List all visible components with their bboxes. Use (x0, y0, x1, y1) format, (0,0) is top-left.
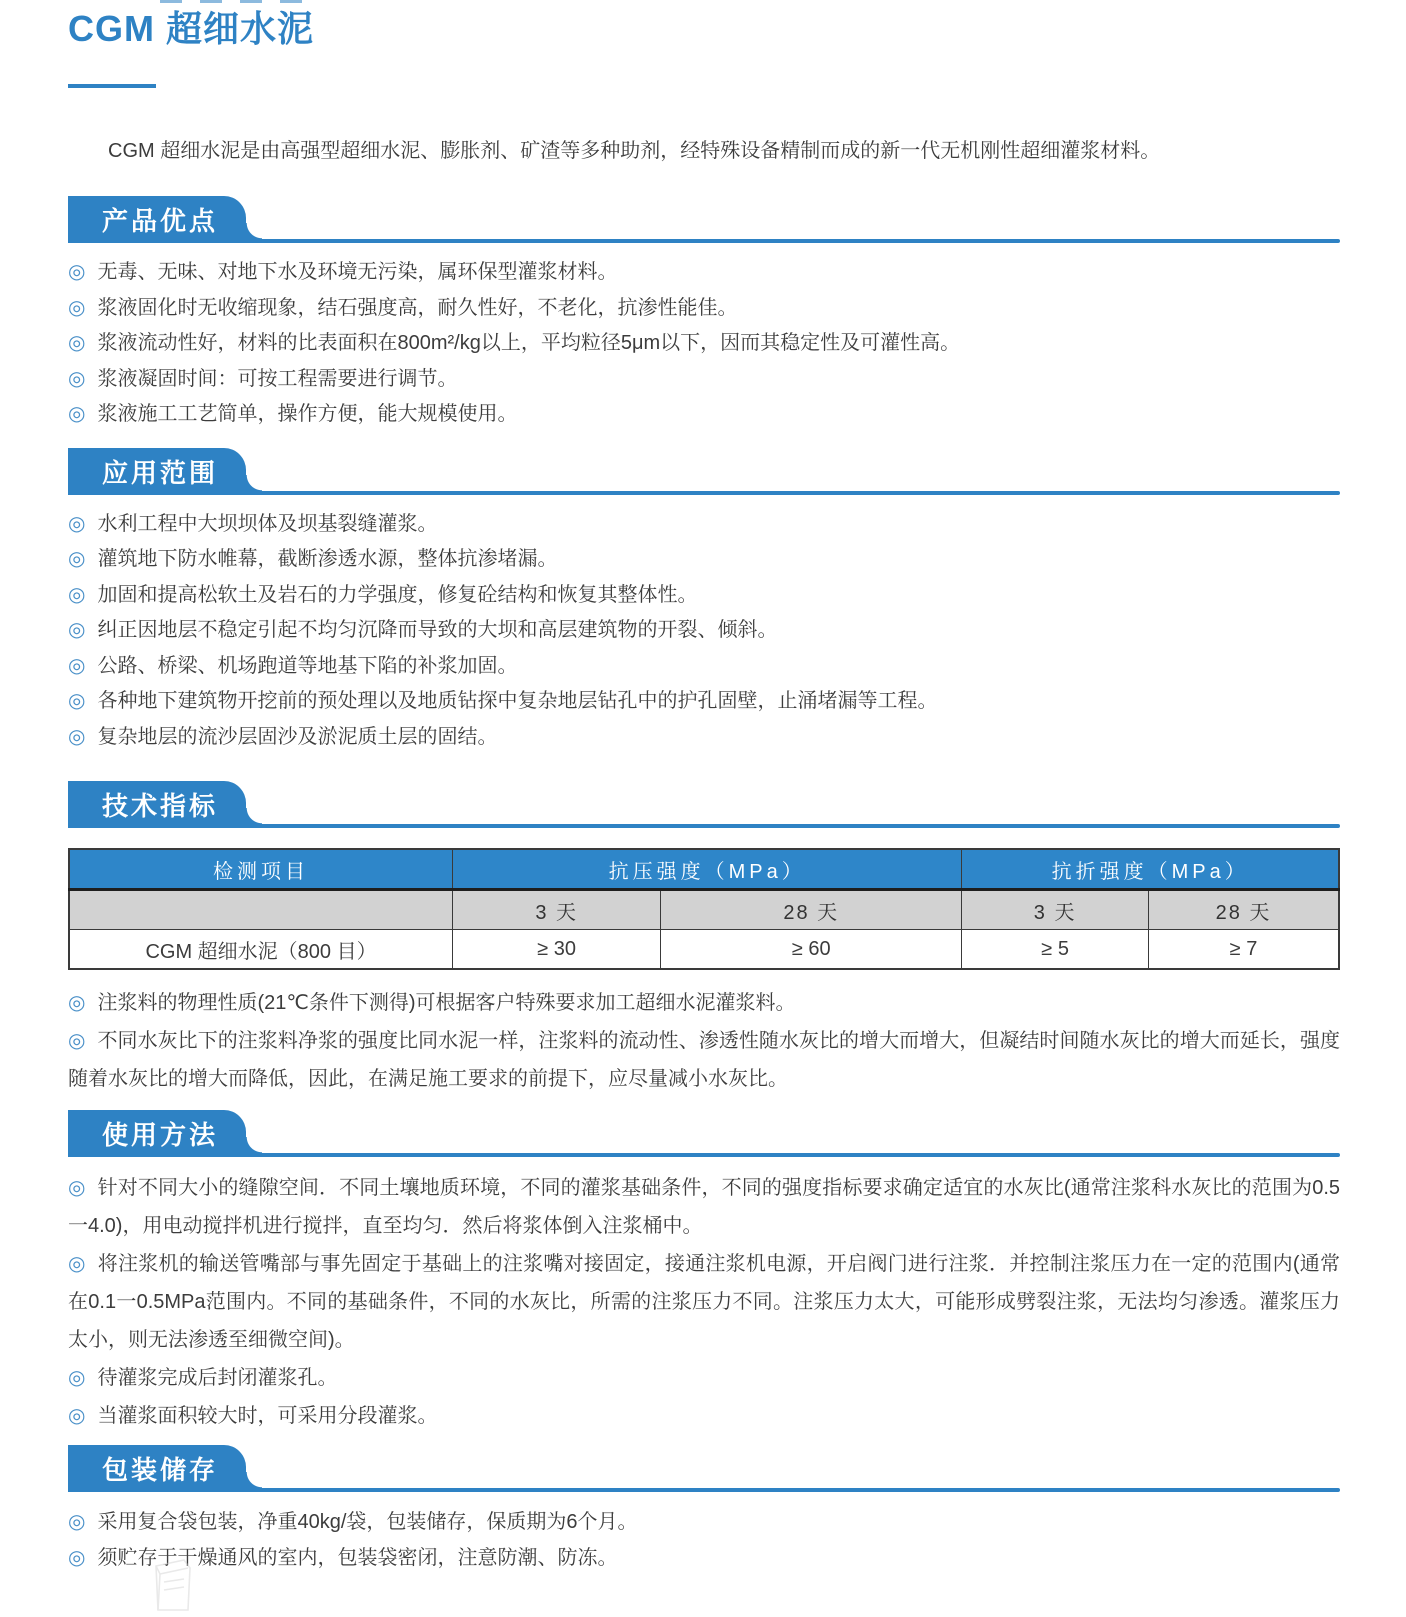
header-rule (68, 491, 1340, 495)
section-header-packaging (68, 1445, 1340, 1492)
cell-value: ≥ 60 (661, 930, 962, 970)
cement-bag-watermark-icon (138, 1552, 208, 1617)
advantages-list (68, 255, 1340, 433)
list-item-text: 水利工程中大坝坝体及坝基裂缝灌浆。 (97, 512, 438, 535)
list-item (68, 1397, 1340, 1435)
spec-notes-list (68, 984, 1340, 1098)
list-item (68, 1022, 1340, 1098)
list-item (68, 397, 1340, 433)
list-item (68, 984, 1340, 1022)
ring-bullet-icon: ◎ (68, 403, 86, 425)
section-header-specs (68, 781, 1340, 828)
cell-value: ≥ 5 (962, 930, 1149, 970)
list-item (68, 542, 1340, 578)
list-item-text: 须贮存于干燥通风的室内，包装袋密闭，注意防潮、防冻。 (97, 1547, 618, 1569)
list-item-text: 浆液凝固时间：可按工程需要进行调节。 (97, 367, 458, 390)
list-item-text: 各种地下建筑物开挖前的预处理以及地质钻探中复杂地层钻孔中的护孔固壁，止涌堵漏等工程。 (97, 690, 938, 712)
list-item-text: 将注浆机的输送管嘴部与事先固定于基础上的注浆嘴对接固定，接通注浆机电源，开启阀门进行注浆．并控制注浆压力在一定的范围内(通常在0.1一0.5MPa范围内。不同的基础条件，不同的水灰比，所需的注浆压力不同。注浆压力太大，可能形成劈裂注浆，无法均匀渗透。灌浆压力太小，则无法渗透至细微空间)。 (68, 1253, 1340, 1351)
col-header-compressive: 抗压强度（MPa） (453, 849, 962, 890)
list-item (68, 1359, 1340, 1397)
ring-bullet-icon: ◎ (68, 1177, 86, 1199)
header-rule (68, 239, 1340, 243)
section-heading: 技术指标 (102, 791, 219, 821)
col-header-flexural: 抗折强度（MPa） (962, 849, 1339, 890)
section-heading: 包装储存 (102, 1455, 219, 1485)
section-header-usage (68, 1110, 1340, 1157)
ring-bullet-icon: ◎ (68, 690, 86, 712)
cell-product-name: CGM 超细水泥（800 目） (69, 930, 453, 970)
packaging-list (68, 1504, 1340, 1576)
section-tab-advantages (68, 196, 246, 243)
ring-bullet-icon: ◎ (68, 1367, 86, 1389)
title-underline (68, 84, 156, 88)
ring-bullet-icon: ◎ (68, 1253, 86, 1275)
list-item-text: 复杂地层的流沙层固沙及淤泥质土层的固结。 (97, 725, 498, 748)
table-row (69, 930, 1339, 970)
section-heading: 使用方法 (102, 1120, 219, 1150)
list-item-text: 加固和提高松软土及岩石的力学强度，修复砼结构和恢复其整体性。 (97, 583, 698, 606)
ring-bullet-icon: ◎ (68, 1511, 86, 1533)
section-header-applications (68, 448, 1340, 495)
ring-bullet-icon: ◎ (68, 296, 86, 319)
list-item (68, 1169, 1340, 1245)
list-item-text: 采用复合袋包装，净重40kg/袋，包装储存，保质期为6个月。 (97, 1511, 638, 1533)
section-tab-specs (68, 781, 246, 828)
list-item (68, 1245, 1340, 1359)
list-item-text: 浆液施工工艺简单，操作方便，能大规模使用。 (97, 403, 518, 425)
section-tab-applications (68, 448, 246, 495)
list-item (68, 613, 1340, 649)
usage-list (68, 1169, 1340, 1435)
section-header-advantages (68, 196, 1340, 243)
ring-bullet-icon: ◎ (68, 1547, 86, 1569)
ring-bullet-icon: ◎ (68, 654, 86, 677)
list-item-text: 针对不同大小的缝隙空间．不同土壤地质环境，不同的灌浆基础条件，不同的强度指标要求确定适宜的水灰比(通常注浆科水灰比的范围为0.5一4.0)，用电动搅拌机进行搅拌，直至均匀．然后将浆体倒入注浆桶中。 (68, 1177, 1341, 1237)
list-item-text: 无毒、无味、对地下水及环境无污染，属环保型灌浆材料。 (97, 261, 618, 283)
col-subheader-3d: 3 天 (453, 890, 661, 930)
list-item (68, 507, 1340, 543)
col-subheader-3d: 3 天 (962, 890, 1149, 930)
list-item-text: 纠正因地层不稳定引起不均匀沉降而导致的大坝和高层建筑物的开裂、倾斜。 (97, 619, 778, 641)
list-item-text: 注浆料的物理性质(21℃条件下测得)可根据客户特殊要求加工超细水泥灌浆料。 (97, 992, 796, 1014)
list-item (68, 684, 1340, 720)
table-header-row (69, 849, 1339, 890)
cell-value: ≥ 7 (1148, 930, 1339, 970)
list-item (68, 1504, 1340, 1540)
col-subheader-28d: 28 天 (1148, 890, 1339, 930)
section-applications (68, 448, 1340, 756)
ring-bullet-icon: ◎ (68, 367, 86, 390)
list-item (68, 255, 1340, 291)
ring-bullet-icon: ◎ (68, 583, 86, 606)
section-usage (68, 1110, 1340, 1435)
list-item-text: 浆液流动性好，材料的比表面积在800m²/kg以上，平均粒径5μm以下，因而其稳定性及可灌性高。 (97, 332, 961, 354)
list-item (68, 1540, 1340, 1576)
ring-bullet-icon: ◎ (68, 512, 86, 535)
header-rule (68, 1153, 1340, 1157)
list-item-text: 待灌浆完成后封闭灌浆孔。 (97, 1367, 338, 1389)
list-item (68, 362, 1340, 398)
ring-bullet-icon: ◎ (68, 725, 86, 748)
list-item-text: 当灌浆面积较大时，可采用分段灌浆。 (97, 1405, 438, 1427)
cell-value: ≥ 30 (453, 930, 661, 970)
intro-paragraph: CGM 超细水泥是由高强型超细水泥、膨胀剂、矿渣等多种助剂，经特殊设备精制而成的新一代无机刚性超细灌浆材料。 (108, 140, 1161, 162)
header-rule (68, 1488, 1340, 1492)
ring-bullet-icon: ◎ (68, 992, 86, 1014)
col-subheader-blank (69, 890, 453, 930)
ring-bullet-icon: ◎ (68, 1030, 86, 1052)
list-item (68, 326, 1340, 362)
list-item (68, 720, 1340, 756)
section-tab-usage (68, 1110, 246, 1157)
list-item-text: 浆液固化时无收缩现象，结石强度高，耐久性好，不老化，抗渗性能佳。 (97, 296, 738, 319)
list-item-text: 公路、桥梁、机场跑道等地基下陷的补浆加固。 (97, 654, 518, 677)
header-rule (68, 824, 1340, 828)
section-packaging (68, 1445, 1340, 1576)
list-item-text: 灌筑地下防水帷幕，截断渗透水源，整体抗渗堵漏。 (97, 548, 558, 570)
list-item-text: 不同水灰比下的注浆料净浆的强度比同水泥一样，注浆料的流动性、渗透性随水灰比的增大而增大，但凝结时间随水灰比的增大而延长，强度随着水灰比的增大而降低，因此，在满足施工要求的前提下，应尽量减小水灰比。 (68, 1030, 1341, 1090)
table-subheader-row (69, 890, 1339, 930)
section-heading: 产品优点 (102, 206, 219, 236)
col-subheader-28d: 28 天 (661, 890, 962, 930)
ring-bullet-icon: ◎ (68, 619, 86, 641)
section-advantages (68, 196, 1340, 433)
col-header-project: 检测项目 (69, 849, 453, 890)
ring-bullet-icon: ◎ (68, 1405, 86, 1427)
section-specs (68, 781, 1340, 1098)
list-item (68, 649, 1340, 685)
page-title: CGM 超细水泥 (68, 8, 314, 49)
ring-bullet-icon: ◎ (68, 332, 86, 354)
spec-table (68, 848, 1340, 970)
list-item (68, 578, 1340, 614)
section-heading: 应用范围 (102, 457, 219, 488)
ring-bullet-icon: ◎ (68, 548, 86, 570)
list-item (68, 291, 1340, 327)
ring-bullet-icon: ◎ (68, 261, 86, 283)
section-tab-packaging (68, 1445, 246, 1492)
applications-list (68, 507, 1340, 756)
